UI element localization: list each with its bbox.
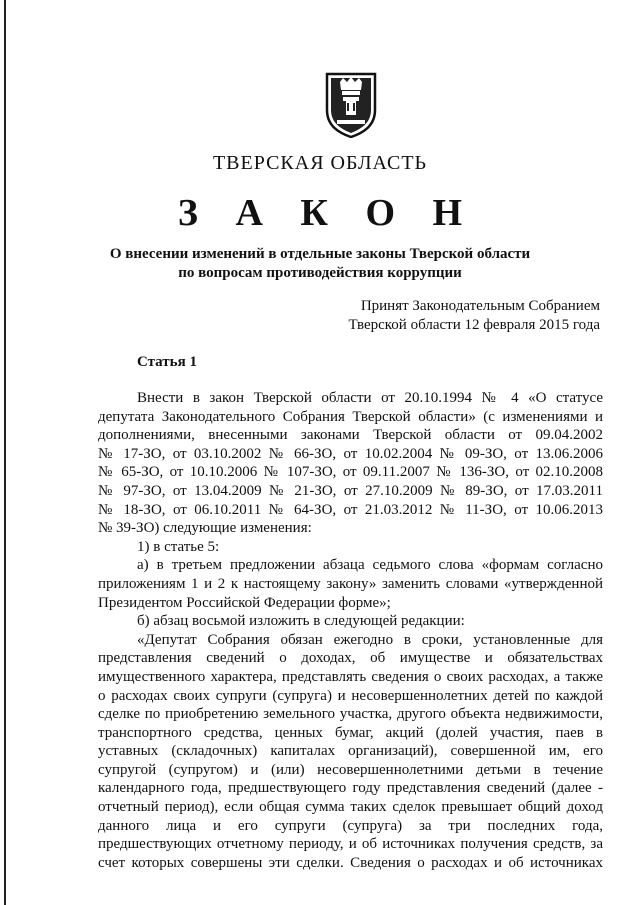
body-line: уставных (складочных) капиталах организаций), совершенной им, его (98, 743, 603, 760)
body-line: Президентом Российской Федерации форме»; (98, 594, 391, 611)
body-line: представления сведений о доходах, об имуществе и обязательствах (98, 650, 603, 667)
body-line: предшествующих отчетному периоду, и об источниках получения средств, за (98, 836, 603, 853)
page-edge-line (4, 0, 6, 905)
body-line: супругой (супругом) и (или) несовершеннолетними детьми в течение (98, 761, 603, 778)
article-heading: Статья 1 (137, 354, 197, 370)
body-line: календарного года, предшествующего году представления сведений (далее - (98, 780, 603, 797)
article-body (98, 389, 603, 872)
document-type-title: З А К О Н (177, 192, 477, 234)
body-line: приложениям 1 и 2 к настоящему закону» заменить словами «утвержденной (98, 575, 603, 592)
adoption-note (349, 297, 600, 335)
body-line: 1) в статье 5: (137, 538, 220, 555)
adoption-note-line: Тверской области 12 февраля 2015 года (348, 317, 600, 333)
body-line: транспортного средства, ценных бумаг, акций (долей участия, паев в (98, 724, 603, 741)
body-line: сделке по приобретению земельного участка, другого объекта недвижимости, (98, 706, 603, 723)
law-subject (100, 245, 540, 283)
law-subject-line: по вопросам противодействия коррупции (178, 265, 462, 281)
body-line: депутата Законодательного Собрания Тверской области» (с изменениями и (98, 408, 603, 425)
body-line: № 97-ЗО, от 13.04.2009 № 21-ЗО, от 27.10.2009 № 89-ЗО, от 17.03.2011 (98, 482, 603, 499)
body-line: отчетный период), если общая сумма таких сделок превышает общий доход (98, 799, 603, 816)
body-line: имущественного характера, представлять сведения о своих расходах, а также (98, 668, 603, 685)
body-line: № 39-ЗО) следующие изменения: (98, 520, 312, 537)
body-line: Внести в закон Тверской области от 20.10.1994 № 4 «О статусе (137, 390, 603, 406)
body-line: дополнениями, внесенными законами Тверской области от 09.04.2002 (98, 427, 603, 444)
body-line: «Депутат Собрания обязан ежегодно в сроки, установленные для (137, 631, 603, 648)
adoption-note-line: Принят Законодательным Собранием (360, 298, 600, 314)
region-title: ТВЕРСКАЯ ОБЛАСТЬ (212, 152, 428, 174)
body-line: № 18-ЗО, от 06.10.2011 № 64-ЗО, от 21.03.2012 № 11-ЗО, от 10.06.2013 (98, 501, 603, 518)
body-line: о расходах своих супруги (супруга) и несовершеннолетних детей по каждой (98, 687, 603, 704)
law-subject-line: О внесении изменений в отдельные законы Тверской области (109, 246, 531, 262)
body-line: а) в третьем предложении абзаца седьмого слова «формам согласно (137, 557, 603, 574)
coat-of-arms-icon (323, 70, 379, 138)
body-line: данного лица и его супруги (супруга) за три последних года, (98, 817, 603, 834)
body-line: № 17-ЗО, от 03.10.2002 № 66-ЗО, от 10.02.2004 № 09-ЗО, от 13.06.2006 (98, 445, 603, 462)
body-line: б) абзац восьмой изложить в следующей редакции: (137, 613, 465, 630)
body-line: счет которых совершены эти сделки. Сведения о расходах и об источниках (98, 854, 603, 871)
body-line: № 65-ЗО, от 10.10.2006 № 107-ЗО, от 09.11.2007 № 136-ЗО, от 02.10.2008 (98, 464, 603, 481)
